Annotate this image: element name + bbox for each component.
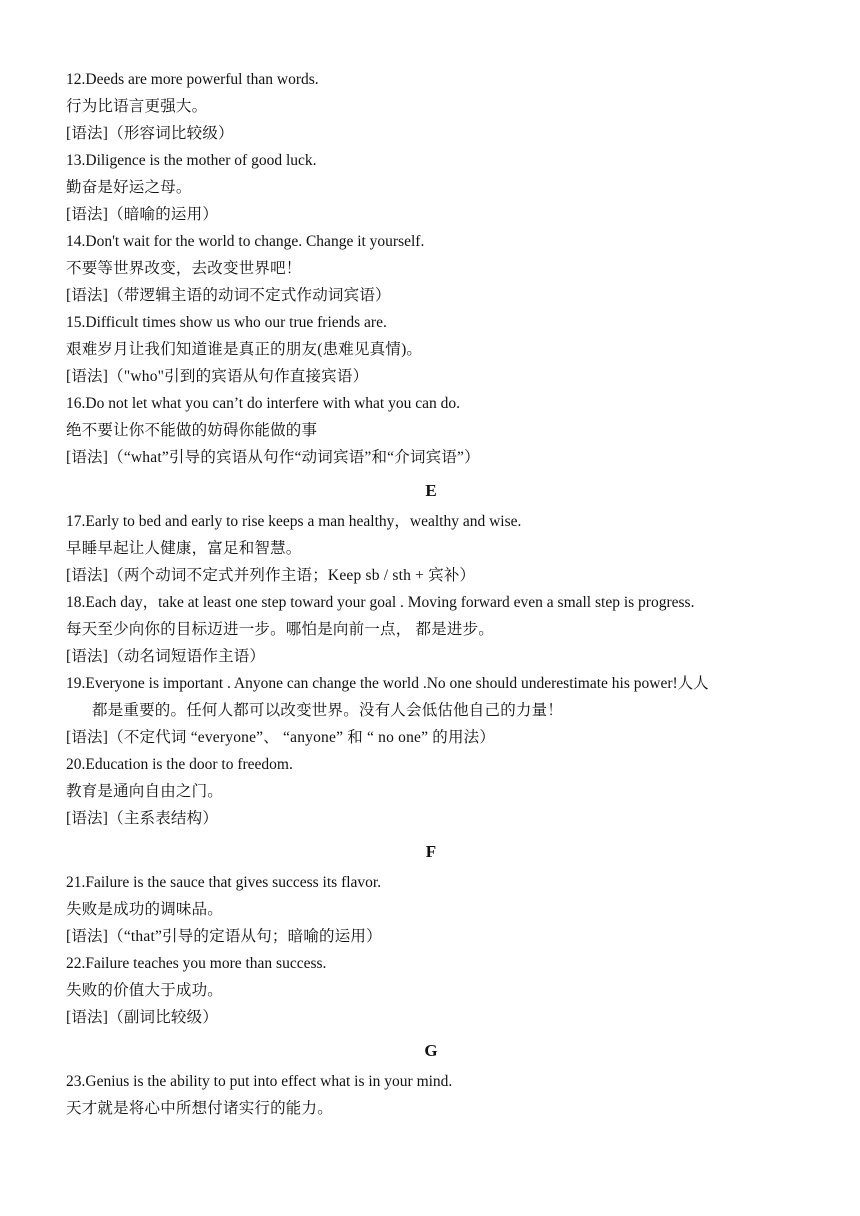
quote-13-english: 13.Diligence is the mother of good luck.	[66, 152, 317, 169]
quote-14-chinese: 不要等世界改变，去改变世界吧！	[66, 260, 302, 277]
quote-12-english: 12.Deeds are more powerful than words.	[66, 71, 319, 88]
quote-22-english: 22.Failure teaches you more than success.	[66, 955, 327, 972]
quote-19-grammar: [语法]（不定代词 “everyone”、 “anyone” 和 “ no one” 的用法）	[66, 729, 496, 746]
quote-16-grammar: [语法]（“what”引导的宾语从句作“动词宾语”和“介词宾语”）	[66, 449, 480, 466]
quote-22-chinese: 失败的价值大于成功。	[66, 982, 224, 999]
quote-21-grammar: [语法]（“that”引导的定语从句；暗喻的运用）	[66, 928, 382, 945]
quote-13-grammar: [语法]（暗喻的运用）	[66, 206, 219, 223]
quote-19-english: 19.Everyone is important . Anyone can change the world .No one should underestimate his power!人人	[66, 675, 709, 692]
quote-23-chinese: 天才就是将心中所想付诸实行的能力。	[66, 1100, 333, 1117]
quote-12-chinese: 行为比语言更强大。	[66, 98, 208, 115]
quote-23-english: 23.Genius is the ability to put into effect what is in your mind.	[66, 1073, 453, 1090]
quote-20-english: 20.Education is the door to freedom.	[66, 756, 293, 773]
quote-19-chinese: 都是重要的。任何人都可以改变世界。没有人会低估他自己的力量！	[92, 702, 564, 719]
quote-22-grammar: [语法]（副词比较级）	[66, 1009, 219, 1026]
quote-15-chinese: 艰难岁月让我们知道谁是真正的朋友(患难见真情)。	[66, 341, 423, 358]
quote-14-english: 14.Don't wait for the world to change. Change it yourself.	[66, 233, 425, 250]
quote-13-chinese: 勤奋是好运之母。	[66, 179, 192, 196]
quote-17-english: 17.Early to bed and early to rise keeps a man healthy，wealthy and wise.	[66, 513, 522, 530]
quote-20-grammar: [语法]（主系表结构）	[66, 810, 219, 827]
quote-14-grammar: [语法]（带逻辑主语的动词不定式作动词宾语）	[66, 287, 391, 304]
section-heading-f: F	[425, 842, 437, 861]
quote-21-english: 21.Failure is the sauce that gives success its flavor.	[66, 874, 382, 891]
section-heading-e: E	[425, 481, 437, 500]
quote-16-english: 16.Do not let what you can’t do interfere with what you can do.	[66, 395, 461, 412]
quote-21-chinese: 失败是成功的调味品。	[66, 901, 224, 918]
quote-15-english: 15.Difficult times show us who our true friends are.	[66, 314, 387, 331]
quote-18-grammar: [语法]（动名词短语作主语）	[66, 648, 266, 665]
quote-16-chinese: 绝不要让你不能做的妨碍你能做的事	[66, 422, 318, 439]
quote-17-grammar: [语法]（两个动词不定式并列作主语；Keep sb / sth + 宾补）	[66, 567, 476, 584]
section-heading-g: G	[424, 1041, 438, 1060]
quote-12-grammar: [语法]（形容词比较级）	[66, 125, 234, 142]
quote-list	[66, 66, 796, 1122]
quote-20-chinese: 教育是通向自由之门。	[66, 783, 224, 800]
quote-15-grammar: [语法]（"who"引到的宾语从句作直接宾语）	[66, 368, 369, 385]
quote-18-chinese: 每天至少向你的目标迈进一步。哪怕是向前一点， 都是进步。	[66, 621, 494, 638]
quote-17-chinese: 早睡早起让人健康，富足和智慧。	[66, 540, 302, 557]
quote-18-english: 18.Each day，take at least one step toward your goal . Moving forward even a small step is progress.	[66, 594, 695, 611]
